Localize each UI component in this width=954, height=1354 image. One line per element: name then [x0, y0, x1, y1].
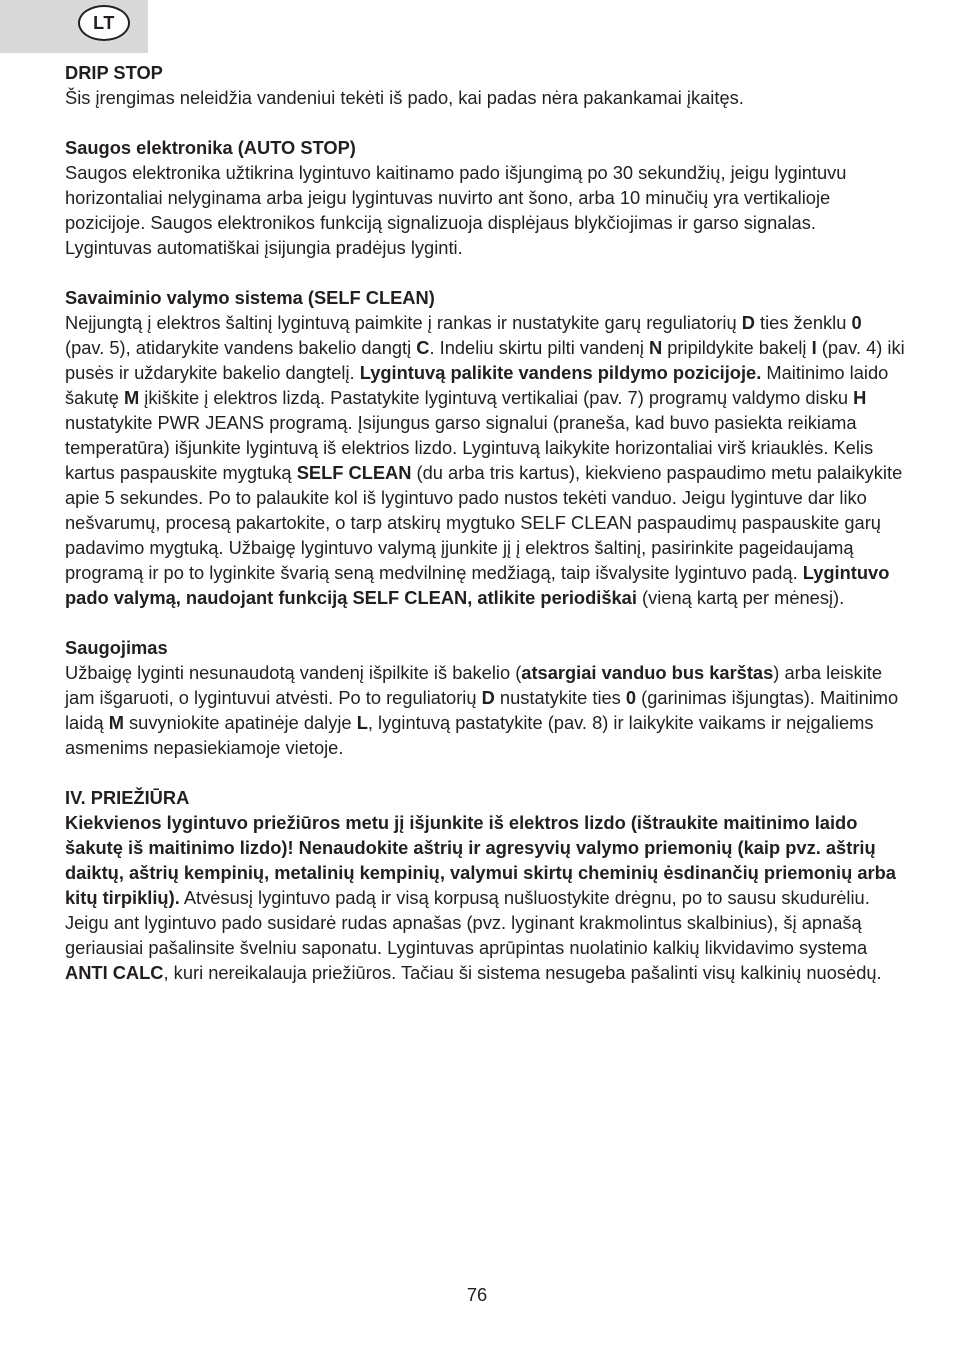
text-run: (pav. 4) iki pusės ir uždarykite bakelio dangtelį. [65, 337, 905, 383]
section-heading: Savaiminio valymo sistema (SELF CLEAN) [65, 287, 435, 308]
section-storage [65, 635, 905, 760]
bold-run: C [416, 337, 430, 358]
text-run: . Indeliu skirtu pilti vandenį [429, 337, 649, 358]
text-run: pripildykite bakelį [662, 337, 812, 358]
bold-run: Lygintuvo pado valymą, naudojant funkciją SELF CLEAN, atlikite periodiškai [65, 562, 890, 608]
bold-run: ANTI CALC [65, 962, 164, 983]
bold-run: H [853, 387, 867, 408]
section-maintenance [65, 785, 905, 985]
section-auto-stop [65, 135, 905, 260]
bold-run: Lygintuvą palikite vandens pildymo pozicijoje. [359, 362, 762, 383]
section-heading: IV. PRIEŽIŪRA [65, 787, 190, 808]
text-run: Atvėsusį lygintuvo padą ir visą korpusą nušluostykite drėgnu, po to sausu skudurėliu. Jeigu ant lygintuvo pado susidarė rudas apnašas (pvz. lyginant krakmolintus skalbinius), šį apnašą geriausiai pašalinsite švelniu saponatu. Lygintuvas aprūpintas nuolatinio kalkių likvidavimo systema [65, 887, 870, 958]
bold-run: D [741, 312, 755, 333]
bold-run: Kiekvienos lygintuvo priežiūros metu jį išjunkite iš elektros lizdo (ištraukite maitinimo laido šakutę iš maitinimo lizdo)! Nenaudokite aštrių ir agresyvių valymo priemonių (kaip pvz. aštrių daiktų, aštrių kempinių, metalinių kempinių, valymui skirtų cheminių ėsdinančių priemonių arba kitų tirpiklių). [65, 812, 896, 908]
text-run: , lygintuvą pastatykite (pav. 8) ir laikykite vaikams ir neįgaliems asmenims nepasiekiamoje vietoje. [65, 712, 874, 758]
section-text [65, 810, 905, 985]
text-run: Užbaigę lyginti nesunaudotą vandenį išpilkite iš bakelio ( [65, 662, 522, 683]
bold-run: M [108, 712, 124, 733]
text-run: nustatykite ties [494, 687, 626, 708]
section-text: Šis įrengimas neleidžia vandeniui tekėti iš pado, kai padas nėra pakankamai įkaitęs. [65, 87, 744, 108]
text-run: ) arba leiskite jam išgaruoti, o lygintuvui atvėsti. Po to reguliatorių [65, 662, 882, 708]
bold-run: I [811, 337, 817, 358]
language-tab [0, 0, 148, 53]
bold-run: D [481, 687, 495, 708]
bold-run: 0 [625, 687, 637, 708]
section-text [65, 660, 905, 760]
section-heading: Saugojimas [65, 637, 168, 658]
text-run: , kuri nereikalauja priežiūros. Tačiau ši sistema nesugeba pašalinti visų kalkinių nuosėdų. [163, 962, 882, 983]
bold-run: M [123, 387, 140, 408]
text-run: nustatykite PWR JEANS programą. Įsijungus garso signalui (praneša, kad buvo pasiekta reikiama temperatūra) išjunkite lygintuvą iš elektrios lizdo. Lygintuvą laikykite horizontaliai virš kriauklės. Kelis kartus paspauskite mygtuką [65, 412, 874, 483]
page-number: 76 [466, 1284, 488, 1305]
language-badge: LT [78, 5, 130, 41]
section-drip-stop [65, 60, 905, 110]
text-run: ties ženklu [754, 312, 852, 333]
bold-run: L [356, 712, 368, 733]
text-run: Maitinimo laido šakutę [65, 362, 889, 408]
section-self-clean [65, 285, 905, 610]
bold-run: atsargiai vanduo bus karštas [521, 662, 774, 683]
document-body [65, 60, 905, 1010]
bold-run: SELF CLEAN [296, 462, 412, 483]
section-text [65, 310, 905, 610]
text-run: Neįjungtą į elektros šaltinį lygintuvą paimkite į rankas ir nustatykite garų reguliatorių [65, 312, 742, 333]
section-heading: Saugos elektronika (AUTO STOP) [65, 137, 356, 158]
text-run: įkiškite į elektros lizdą. Pastatykite lygintuvą vertikaliai (pav. 7) programų valdymo disku [139, 387, 854, 408]
text-run: (vieną kartą per mėnesį). [636, 587, 845, 608]
text-run: (pav. 5), atidarykite vandens bakelio dangtį [65, 337, 417, 358]
bold-run: 0 [851, 312, 862, 333]
text-run: (garinimas išjungtas). Maitinimo laidą [65, 687, 899, 733]
bold-run: N [648, 337, 663, 358]
section-text: Saugos elektronika užtikrina lygintuvo kaitinamo pado išjungimą po 30 sekundžių, jeigu lygintuvu horizontaliai nelyginama arba jeigu lygintuvas nuvirto ant šono, arba 10 minučių yra vertikalioje pozicijoje. Saugos elektronikos funkciją signalizuoja displėjaus blykčiojimas ir garso signalas. Lygintuvas automatiškai įsijungia pradėjus lyginti. [65, 162, 847, 258]
text-run: suvyniokite apatinėje dalyje [123, 712, 357, 733]
text-run: (du arba tris kartus), kiekvieno paspaudimo metu palaikykite apie 5 sekundes. Po to palaukite kol iš lygintuvo pado nustos tekėti vanduo. Jeigu lygintuve dar liko nešvarumų, procesą pakartokite, o tarp atskirų mygtuko SELF CLEAN paspaudimų paspauskite garų padavimo mygtuką. Užbaigę lygintuvo valymą įjunkite jį į elektros šaltinį, pasirinkite pageidaujamą programą ir po to lyginkite švarią seną medvilninę medžiagą, taip išvalysite lygintuvo padą. [65, 462, 903, 583]
section-heading: DRIP STOP [65, 62, 163, 83]
